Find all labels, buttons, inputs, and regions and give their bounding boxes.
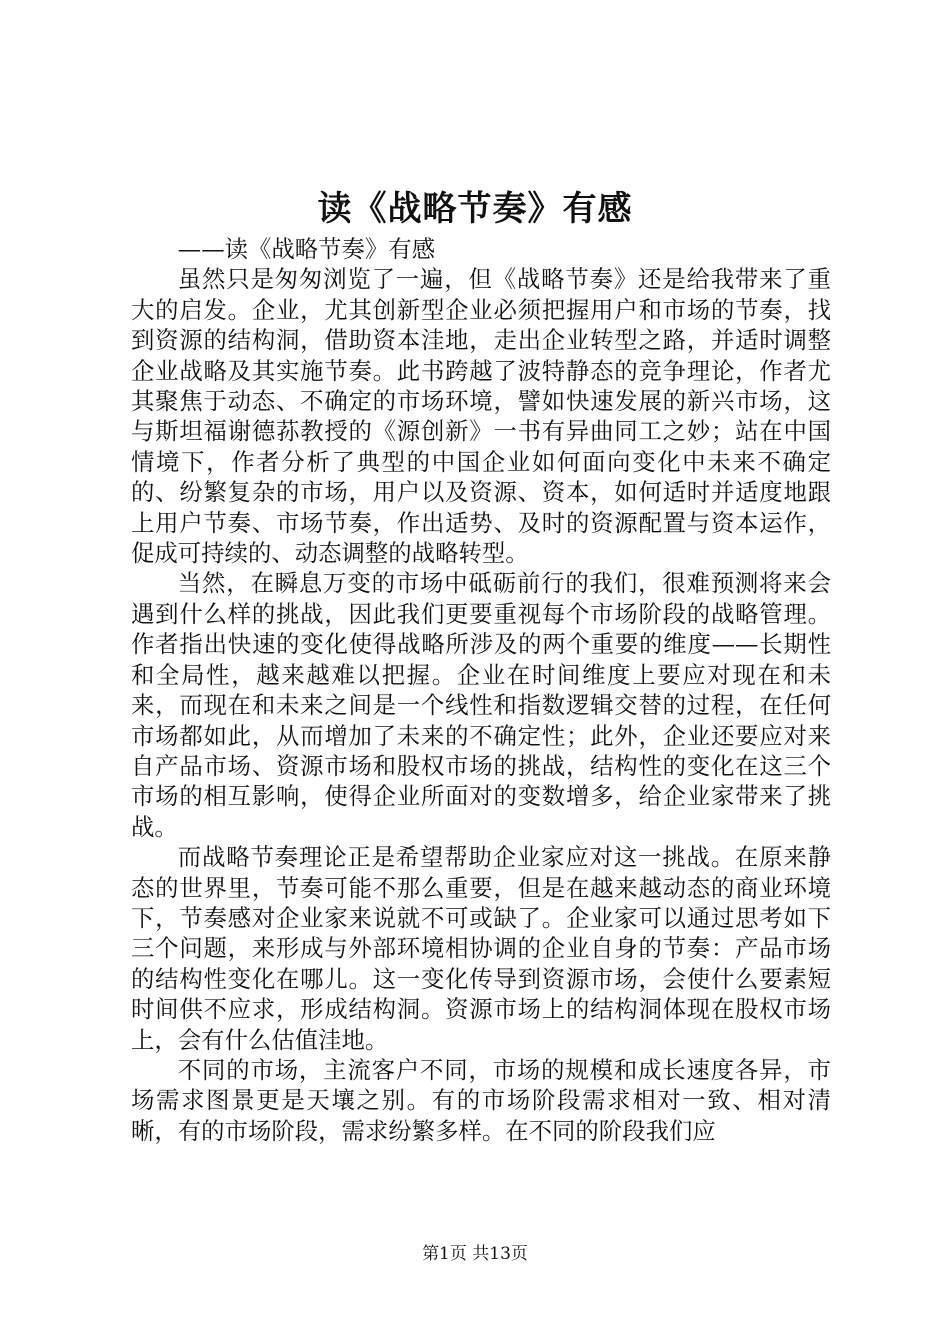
document-body bbox=[131, 234, 831, 1146]
paragraph-3: 而战略节奏理论正是希望帮助企业家应对这一挑战。在原来静态的世界里，节奏可能不那么重要，但是在越来越动态的商业环境下，节奏感对企业家来说就不可或缺了。企业家可以通过思考如下三个问题，来形成与外部环境相协调的企业自身的节奏：产品市场的结构性变化在哪儿。这一变化传导到资源市场，会使什么要素短时间供不应求，形成结构洞。资源市场上的结构洞体现在股权市场上，会有什么估值洼地。 bbox=[131, 843, 831, 1054]
document-subtitle: ——读《战略节奏》有感 bbox=[177, 235, 436, 263]
paragraph-2: 当然，在瞬息万变的市场中砥砺前行的我们，很难预测将来会遇到什么样的挑战，因此我们更要重视每个市场阶段的战略管理。作者指出快速的变化使得战略所涉及的两个重要的维度——长期性和全局性，越来越难以把握。企业在时间维度上要应对现在和未来，而现在和未来之间是一个线性和指数逻辑交替的过程，在任何市场都如此，从而增加了未来的不确定性；此外，企业还要应对来自产品市场、资源市场和股权市场的挑战，结构性的变化在这三个市场的相互影响，使得企业所面对的变数增多，给企业家带来了挑战。 bbox=[131, 569, 831, 841]
paragraph-4: 不同的市场，主流客户不同，市场的规模和成长速度各异，市场需求图景更是天壤之别。有的市场阶段需求相对一致、相对清晰，有的市场阶段，需求纷繁多样。在不同的阶段我们应 bbox=[131, 1055, 831, 1145]
paragraph-1: 虽然只是匆匆浏览了一遍，但《战略节奏》还是给我带来了重大的启发。企业，尤其创新型企业必须把握用户和市场的节奏，找到资源的结构洞，借助资本洼地，走出企业转型之路，并适时调整企业战略及其实施节奏。此书跨越了波特静态的竞争理论，作者尤其聚焦于动态、不确定的市场环境，譬如快速发展的新兴市场，这与斯坦福谢德荪教授的《源创新》一书有异曲同工之妙；站在中国情境下，作者分析了典型的中国企业如何面向变化中未来不确定的、纷繁复杂的市场，用户以及资源、资本，如何适时并适度地跟上用户节奏、市场节奏，作出适势、及时的资源配置与资本运作，促成可持续的、动态调整的战略转型。 bbox=[131, 265, 831, 568]
document-title: 读《战略节奏》有感 bbox=[317, 189, 633, 229]
page-footer: 第1页 共13页 bbox=[422, 1244, 528, 1264]
